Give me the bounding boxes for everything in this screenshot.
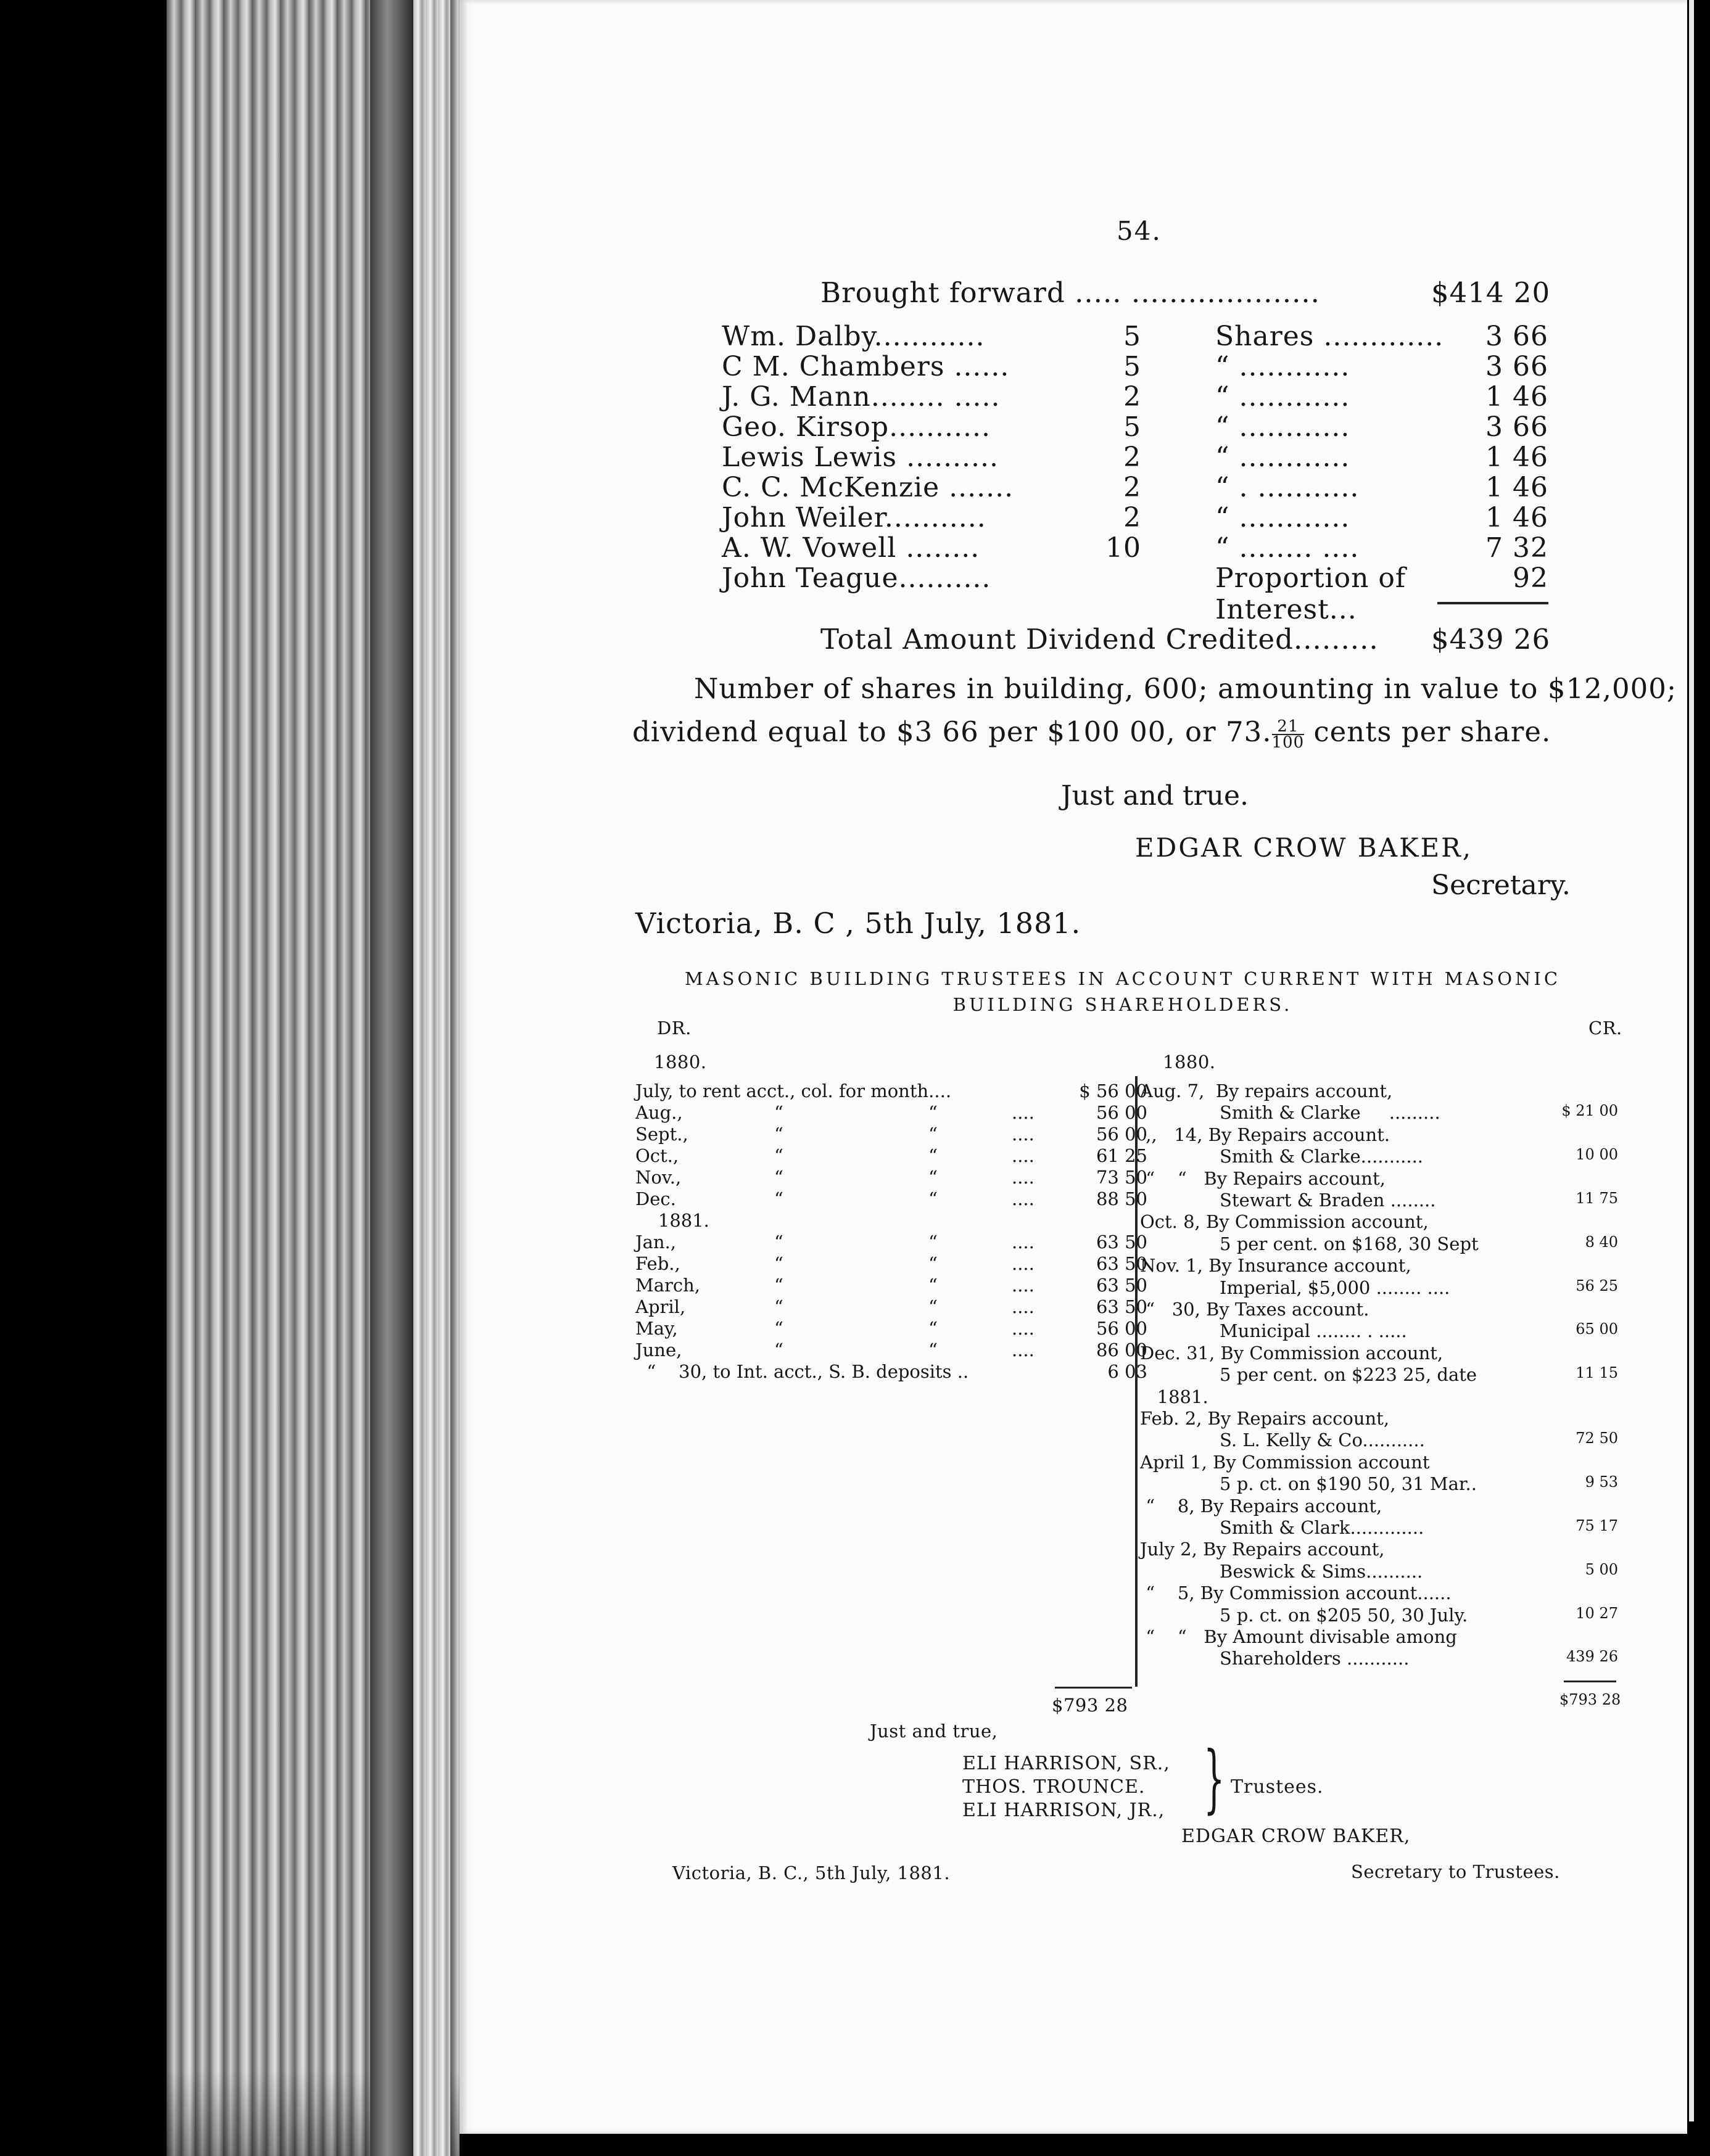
ditto-mark: “	[774, 1145, 783, 1166]
brought-forward-label: Brought forward ..... ....................	[820, 276, 1320, 309]
debit-amount: 63 50	[1096, 1296, 1147, 1317]
ditto-mark: “	[774, 1253, 783, 1274]
debit-amount: 63 50	[1096, 1253, 1147, 1274]
debit-row	[635, 1253, 1147, 1275]
share-description: Shares .............	[1215, 321, 1444, 352]
credit-row	[1140, 1430, 1618, 1451]
leader-dots: ....	[1012, 1124, 1035, 1145]
credit-description: Imperial, $5,000 ........ ....	[1140, 1277, 1450, 1298]
shareholder-name: C. C. McKenzie .......	[722, 472, 1014, 503]
trustee-name: ELI HARRISON, JR.,	[962, 1800, 1165, 1821]
share-description: Proportion of Interest...	[1215, 562, 1406, 625]
credit-description: 5 per cent. on $223 25, date	[1140, 1364, 1477, 1386]
credit-row	[1140, 1539, 1615, 1560]
credit-amount: 5 00	[1585, 1560, 1618, 1578]
trustees-secretary-signature: EDGAR CROW BAKER,	[1181, 1825, 1411, 1847]
shareholder-name: C M. Chambers ......	[722, 351, 1010, 382]
debit-amount: 88 50	[1096, 1188, 1147, 1209]
dividend-row	[722, 562, 1548, 625]
credit-row	[1140, 1364, 1618, 1386]
credit-amount: 10 00	[1576, 1146, 1618, 1164]
credit-row	[1140, 1320, 1618, 1342]
credit-row	[1140, 1146, 1618, 1167]
debit-month: Dec.	[635, 1188, 676, 1209]
ditto-mark: “	[774, 1232, 783, 1253]
credit-amount: 75 17	[1576, 1517, 1618, 1534]
credit-amount: 10 27	[1576, 1604, 1618, 1622]
credit-description: Beswick & Sims..........	[1140, 1560, 1423, 1582]
debit-month: May,	[635, 1318, 678, 1339]
debit-row	[635, 1361, 1147, 1383]
dividend-row	[722, 532, 1548, 564]
credit-amount: 9 53	[1585, 1473, 1618, 1491]
dividend-amount: 1 46	[1485, 472, 1548, 503]
debit-month: Oct.,	[635, 1145, 679, 1166]
ditto-mark: “	[774, 1167, 783, 1188]
right-page-edge	[1689, 0, 1694, 2121]
ditto-mark: “	[928, 1102, 938, 1123]
debit-row	[635, 1102, 1147, 1124]
credit-row	[1140, 1233, 1618, 1255]
debit-amount: 73 50	[1096, 1167, 1147, 1188]
credit-description: “ 5, By Commission account......	[1140, 1582, 1452, 1604]
leader-dots: ....	[1012, 1339, 1035, 1360]
account-divider	[1135, 1076, 1138, 1687]
dividend-row	[722, 351, 1548, 383]
debit-row	[635, 1145, 1147, 1167]
credit-row	[1140, 1626, 1615, 1648]
share-description: “ ............	[1215, 502, 1350, 533]
debit-month: “ 30, to Int. acct., S. B. deposits ..	[635, 1361, 969, 1382]
dividend-amount: 3 66	[1485, 351, 1548, 382]
credit-row	[1140, 1452, 1615, 1473]
debit-amount: 56 00	[1096, 1318, 1147, 1339]
cr-total-rule	[1564, 1681, 1616, 1682]
debit-month: 1881.	[635, 1210, 709, 1231]
dividend-row	[722, 472, 1548, 504]
credit-amount: 11 15	[1576, 1364, 1618, 1382]
share-description: “ ........ ....	[1215, 532, 1360, 564]
ditto-mark: “	[774, 1339, 783, 1360]
credit-row	[1140, 1517, 1618, 1539]
debit-month: July, to rent acct., col. for month....	[635, 1080, 952, 1101]
ditto-mark: “	[928, 1339, 938, 1360]
leader-dots: ....	[1012, 1145, 1035, 1166]
credit-description: Dec. 31, By Commission account,	[1140, 1342, 1444, 1364]
secretary-signature: EDGAR CROW BAKER,	[1135, 833, 1473, 863]
credit-row	[1140, 1604, 1618, 1626]
leader-dots: ....	[1012, 1275, 1035, 1296]
leader-dots: ....	[1012, 1253, 1035, 1274]
credit-amount: 65 00	[1576, 1320, 1618, 1338]
credit-amount: 439 26	[1566, 1648, 1618, 1666]
debit-month: March,	[635, 1275, 700, 1296]
debit-month: Feb.,	[635, 1253, 680, 1274]
credit-description: ,, 14, By Repairs account.	[1140, 1124, 1390, 1145]
ditto-mark: “	[774, 1296, 783, 1317]
debit-month: June,	[635, 1339, 682, 1360]
credit-row	[1140, 1582, 1615, 1604]
debit-month: Nov.,	[635, 1167, 682, 1188]
credit-row	[1140, 1168, 1615, 1190]
dividend-amount: 1 46	[1485, 381, 1548, 413]
ditto-mark: “	[928, 1232, 938, 1253]
total-rule	[1437, 602, 1548, 604]
credit-description: Aug. 7, By repairs account,	[1140, 1080, 1393, 1101]
dividend-amount: 1 46	[1485, 502, 1548, 533]
cr-year: 1880.	[1163, 1051, 1216, 1072]
debit-row	[635, 1167, 1147, 1188]
book-spine	[0, 0, 167, 2156]
debit-amount: 86 00	[1096, 1339, 1147, 1360]
credit-row	[1140, 1408, 1615, 1430]
credit-description: Smith & Clarke .........	[1140, 1102, 1440, 1124]
credit-row	[1140, 1560, 1618, 1582]
ditto-mark: “	[928, 1188, 938, 1209]
debit-amount: $ 56 00	[1079, 1080, 1147, 1101]
credit-description: “ 8, By Repairs account,	[1140, 1495, 1382, 1516]
credit-description: Smith & Clarke...........	[1140, 1146, 1424, 1167]
ditto-mark: “	[928, 1253, 938, 1274]
share-count: 5	[1123, 411, 1141, 443]
dividend-row	[722, 381, 1548, 413]
ditto-mark: “	[774, 1124, 783, 1145]
trustees-label: Trustees.	[1231, 1776, 1324, 1798]
dr-year: 1880.	[654, 1051, 707, 1072]
credit-description: Smith & Clark.............	[1140, 1517, 1424, 1538]
credit-row	[1140, 1648, 1618, 1669]
credit-description: “ 30, By Taxes account.	[1140, 1299, 1369, 1320]
ditto-mark: “	[928, 1296, 938, 1317]
debit-amount: 56 00	[1096, 1124, 1147, 1145]
leader-dots: ....	[1012, 1102, 1035, 1123]
credit-description: Shareholders ...........	[1140, 1648, 1410, 1669]
leader-dots: ....	[1012, 1232, 1035, 1253]
credit-description: Feb. 2, By Repairs account,	[1140, 1408, 1390, 1429]
share-description: “ ............	[1215, 381, 1350, 413]
dividend-row	[722, 442, 1548, 474]
credit-description: “ “ By Repairs account,	[1140, 1167, 1386, 1189]
shares-paragraph-line1: Number of shares in building, 600; amounting in value to $12,000;	[694, 672, 1677, 705]
credit-description: 1881.	[1140, 1386, 1208, 1407]
trustee-name: ELI HARRISON, SR.,	[962, 1753, 1170, 1774]
debit-amount: 63 50	[1096, 1275, 1147, 1296]
trustee-name: THOS. TROUNCE.	[962, 1776, 1146, 1798]
shareholder-name: A. W. Vowell ........	[722, 532, 980, 564]
dividend-row	[722, 502, 1548, 534]
debit-amount: 56 00	[1096, 1102, 1147, 1123]
debit-row	[635, 1188, 1147, 1210]
total-dividend-amount: $439 26	[1431, 623, 1551, 656]
brought-forward-amount: $414 20	[1431, 276, 1551, 309]
shareholder-name: Lewis Lewis ..........	[722, 442, 999, 473]
debit-row	[635, 1080, 1147, 1102]
place-date: Victoria, B. C , 5th July, 1881.	[635, 907, 1081, 940]
credit-description: S. L. Kelly & Co...........	[1140, 1430, 1425, 1451]
dividend-amount: 92	[1513, 562, 1548, 594]
leader-dots: ....	[1012, 1318, 1035, 1339]
credit-row	[1140, 1386, 1615, 1408]
debit-row	[635, 1339, 1147, 1361]
trustees-brace: }	[1203, 1736, 1225, 1822]
shareholder-name: J. G. Mann........ .....	[722, 381, 1001, 413]
credit-row	[1140, 1211, 1615, 1233]
secretary-title: Secretary.	[1431, 870, 1571, 901]
account-heading-line2: BUILDING SHAREHOLDERS.	[952, 994, 1293, 1015]
credit-row	[1140, 1343, 1615, 1364]
debit-row	[635, 1232, 1147, 1253]
ditto-mark: “	[774, 1275, 783, 1296]
debit-month: Sept.,	[635, 1124, 688, 1145]
dividend-amount: 3 66	[1485, 321, 1548, 352]
credit-amount: $ 21 00	[1561, 1102, 1618, 1120]
credit-row	[1140, 1080, 1615, 1102]
debit-month: Jan.,	[635, 1232, 677, 1253]
credit-description: “ “ By Amount divisable among	[1140, 1626, 1457, 1647]
cr-label: CR.	[1588, 1018, 1622, 1039]
share-description: “ ............	[1215, 411, 1350, 443]
credit-row	[1140, 1190, 1618, 1211]
share-count: 2	[1123, 472, 1141, 503]
page-edges-shadow	[370, 0, 413, 2156]
just-and-true: Just and true.	[1061, 780, 1249, 812]
dividend-row	[722, 411, 1548, 443]
dividend-amount: 1 46	[1485, 442, 1548, 473]
ditto-mark: “	[928, 1145, 938, 1166]
credit-description: Oct. 8, By Commission account,	[1140, 1211, 1429, 1233]
credit-description: 5 p. ct. on $190 50, 31 Mar..	[1140, 1473, 1477, 1495]
share-count: 10	[1105, 532, 1141, 564]
ditto-mark: “	[928, 1124, 938, 1145]
page-edges-light	[413, 0, 450, 2156]
share-count: 5	[1123, 351, 1141, 382]
dividend-amount: 7 32	[1485, 532, 1548, 564]
dividend-amount: 3 66	[1485, 411, 1548, 443]
credit-description: July 2, By Repairs account,	[1140, 1539, 1385, 1560]
credit-amount: 56 25	[1576, 1277, 1618, 1294]
debit-amount: 61 25	[1096, 1145, 1147, 1166]
leader-dots: ....	[1012, 1296, 1035, 1317]
credit-row	[1140, 1124, 1615, 1146]
debit-row	[635, 1210, 1129, 1232]
shareholder-name: Wm. Dalby............	[722, 321, 985, 352]
credit-amount: 72 50	[1576, 1430, 1618, 1447]
page-bottom-margin	[460, 2134, 1687, 2156]
credit-row	[1140, 1255, 1615, 1277]
credit-description: 5 per cent. on $168, 30 Sept	[1140, 1233, 1479, 1254]
share-count: 5	[1123, 321, 1141, 352]
leader-dots: ....	[1012, 1167, 1035, 1188]
credit-description: 5 p. ct. on $205 50, 30 July.	[1140, 1604, 1468, 1626]
ditto-mark: “	[928, 1318, 938, 1339]
credit-description: April 1, By Commission account	[1140, 1451, 1430, 1473]
share-count: 2	[1123, 381, 1141, 413]
share-count: 2	[1123, 442, 1141, 473]
credit-amount: 11 75	[1576, 1190, 1618, 1207]
credit-row	[1140, 1102, 1618, 1124]
credit-description: Stewart & Braden ........	[1140, 1190, 1436, 1211]
account-place-date: Victoria, B. C., 5th July, 1881.	[672, 1862, 951, 1883]
share-description: “ . ...........	[1215, 472, 1360, 503]
credit-row	[1140, 1299, 1615, 1320]
debit-amount: 6 03	[1107, 1361, 1147, 1382]
ditto-mark: “	[774, 1318, 783, 1339]
cr-total: $793 28	[1559, 1691, 1621, 1708]
debit-row	[635, 1275, 1147, 1296]
credit-row	[1140, 1473, 1618, 1495]
fraction: $\frac{21}{100}$	[1271, 717, 1305, 752]
leader-dots: ....	[1012, 1188, 1035, 1209]
shares-paragraph-line2: dividend equal to $3 66 per $100 00, or 73. $\frac{21}{100}$ cents per share.	[632, 715, 1551, 752]
debit-row	[635, 1318, 1147, 1339]
credit-description: Nov. 1, By Insurance account,	[1140, 1255, 1411, 1277]
ditto-mark: “	[774, 1102, 783, 1123]
debit-row	[635, 1296, 1147, 1318]
shareholder-name: John Weiler...........	[722, 502, 986, 533]
share-description: “ ............	[1215, 351, 1350, 382]
dr-total: $793 28	[1052, 1695, 1128, 1716]
page-number: 54.	[1117, 216, 1162, 246]
credit-row	[1140, 1496, 1615, 1517]
debit-month: Aug.,	[635, 1102, 683, 1123]
dividend-row	[722, 321, 1548, 353]
share-count: 2	[1123, 502, 1141, 533]
credit-description: Municipal ........ . .....	[1140, 1320, 1407, 1342]
ditto-mark: “	[774, 1188, 783, 1209]
account-heading-line1: MASONIC BUILDING TRUSTEES IN ACCOUNT CURRENT WITH MASONIC	[684, 968, 1561, 989]
account-just-and-true: Just and true,	[870, 1721, 998, 1742]
shareholder-name: John Teague..........	[722, 562, 991, 594]
ditto-mark: “	[928, 1275, 938, 1296]
debit-month: April,	[635, 1296, 686, 1317]
dr-total-rule	[1055, 1687, 1132, 1689]
credit-amount: 8 40	[1585, 1233, 1618, 1251]
total-dividend-label: Total Amount Dividend Credited.........	[820, 623, 1379, 656]
credit-row	[1140, 1277, 1618, 1299]
debit-amount: 63 50	[1096, 1232, 1147, 1253]
share-description: “ ............	[1215, 442, 1350, 473]
dr-label: DR.	[657, 1018, 692, 1039]
secretary-to-trustees: Secretary to Trustees.	[1351, 1861, 1560, 1882]
debit-row	[635, 1124, 1147, 1145]
ditto-mark: “	[928, 1167, 938, 1188]
shareholder-name: Geo. Kirsop...........	[722, 411, 991, 443]
